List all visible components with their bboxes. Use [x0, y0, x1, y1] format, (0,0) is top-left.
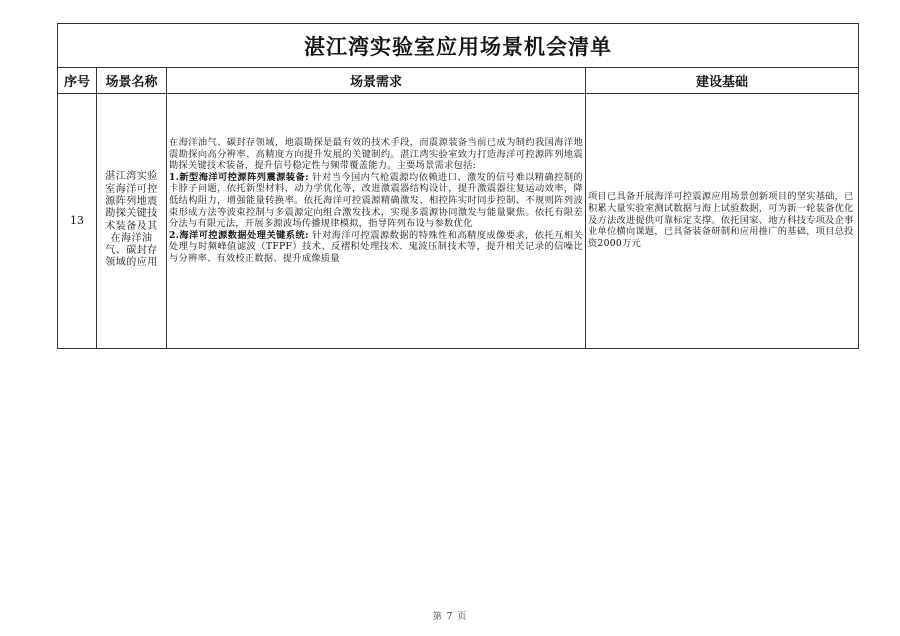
- demand-item-2: [169, 230, 583, 265]
- header-construction-basis: 建设基础: [695, 74, 748, 90]
- demand-item-2-title: 2.海洋可控源数据处理关键系统:: [169, 229, 309, 241]
- header-scenario-name: 场景名称: [97, 67, 167, 93]
- demand-item-1-title: 1.新型海洋可控源阵列震源装备:: [169, 171, 309, 183]
- table-row: [58, 93, 858, 348]
- header-row: [58, 67, 858, 94]
- demand-intro: 在海洋油气、碳封存领域，地震勘探是最有效的技术手段，而震源装备当前已成为制约我国海洋地震勘探向高分辨率、高精度方向提升发展的关键制约。湛江湾实验室致力打造海洋可控源阵列地震勘探关键技术装备，提升信号稳定性与频带覆盖能力。主要场景需求包括:: [169, 137, 583, 172]
- demand-item-2-text: 针对海洋可控震源数据的特殊性和高精度成像要求，依托互相关处理与时频峰值滤波（TFPF）技术、反褶积处理技术、鬼波压制技术等，提升相关记录的信噪比与分辨率、有效校正数据、提升成像质量: [169, 229, 583, 264]
- row-index: 13: [58, 93, 97, 348]
- header-index: 序号: [58, 67, 97, 93]
- row-construction-basis: [586, 93, 858, 348]
- header-scenario-demand: 场景需求: [167, 67, 586, 93]
- document-title: 湛江湾实验室应用场景机会清单: [304, 34, 612, 59]
- opportunity-table: [57, 23, 859, 349]
- title-row: [58, 24, 858, 68]
- row-scenario-name: 湛江湾实验室海洋可控源阵列地震勘探关键技术装备及其在海洋油气、碳封存领域的应用: [97, 93, 167, 348]
- basis-text: 项目已具备开展海洋可控震源应用场景创新项目的坚实基础，已积累大量实验室测试数据与海上试验数据，可为新一轮装备优化及方法改进提供可靠标定支撑。依托国家、地方科技专项及企事业单位横向课题，已具备装备研制和应用推广的基础，项目总投资2000万元: [588, 191, 854, 250]
- row-scenario-demand: [167, 93, 586, 348]
- demand-item-1: [169, 172, 583, 230]
- demand-item-1-text: 针对当今国内气枪震源均依赖进口、激发的信号难以精确控制的卡脖子问题，依托新型材料、动力学优化等，改进激震器结构设计，提升激震器往复运动效率，降低结构阻力，增强能量转换率。依托海洋可控震源精确激发、相控阵实时同步控制、不规则阵列波束形成方法等波束控制与多震源定向组合激发技术，实现多震源协同激发与能量聚焦。依托有限差分法与有限元法，开展多源波场传播规律模拟，指导阵列布设与参数优化: [169, 171, 583, 230]
- page-number: 第 7 页: [432, 612, 468, 622]
